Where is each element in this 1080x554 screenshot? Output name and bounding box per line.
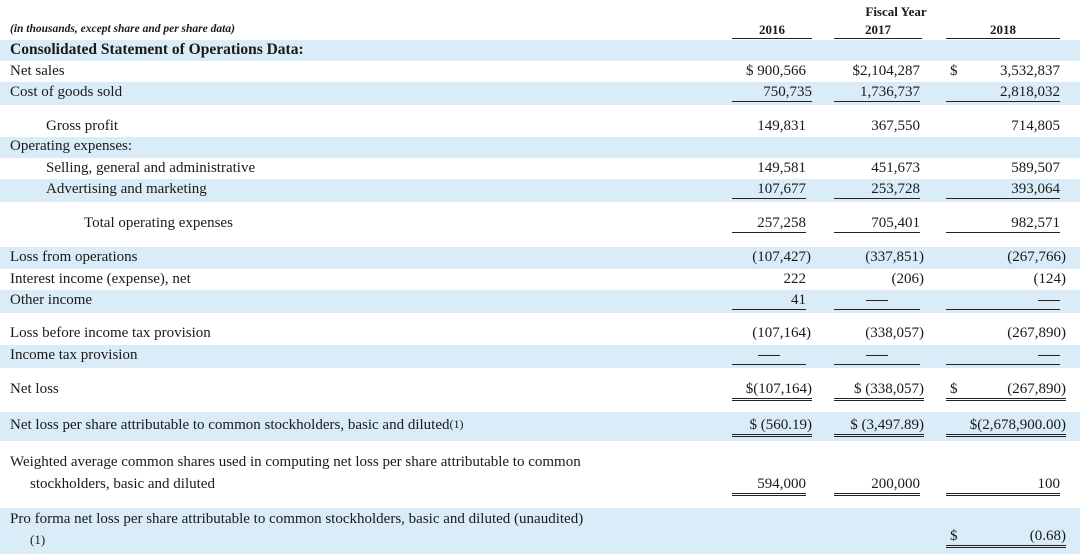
value-2017: 1,736,737 [834, 84, 920, 102]
fiscal-year-header [0, 4, 1080, 20]
row-label: Income tax provision [10, 347, 138, 363]
table-row [0, 212, 1080, 237]
row-label: Interest income (expense), net [10, 271, 191, 287]
value-2016: 149,581 [757, 160, 806, 176]
row-label: Loss from operations [10, 249, 138, 265]
table-row [0, 61, 1080, 82]
table-row [0, 40, 1080, 61]
dash-mark [866, 355, 888, 356]
dash-mark [1038, 300, 1060, 301]
year-header-2016: 2016 [732, 22, 812, 39]
value-2018: 2,818,032 [946, 84, 1060, 102]
table-row [0, 82, 1080, 105]
row-label: Selling, general and administrative [46, 160, 256, 176]
section-heading: Consolidated Statement of Operations Data: [10, 41, 304, 58]
row-label: Total operating expenses [84, 215, 233, 231]
value-2017: $ (3,497.89) [834, 417, 924, 437]
table-row [0, 323, 1080, 345]
table-row [0, 508, 1080, 554]
table-row [0, 378, 1080, 404]
value-2017: 705,401 [834, 215, 920, 233]
value-2016: 149,831 [757, 118, 806, 134]
row-label: Other income [10, 292, 93, 308]
value-2018: (124) [1033, 271, 1066, 287]
value-2016: 750,735 [732, 84, 812, 102]
value-2016: 222 [783, 271, 806, 287]
value-2017: (206) [891, 271, 924, 287]
row-label: Pro forma net loss per share attributable to common stockholders, basic and diluted (unaudited) [10, 511, 584, 527]
value-2016: (107,427) [752, 249, 811, 265]
value-2017: $2,104,287 [852, 63, 920, 79]
value-2016: 257,258 [732, 215, 806, 233]
dollar-sign: $ [950, 528, 958, 544]
table-row [0, 412, 1080, 441]
row-label: Advertising and marketing [46, 181, 207, 197]
year-header-2018: 2018 [946, 22, 1060, 39]
value-2018: 982,571 [946, 215, 1060, 233]
table-row [0, 345, 1080, 368]
row-label: Weighted average common shares used in computing net loss per share attributable to common [10, 454, 581, 470]
table-row [0, 158, 1080, 179]
value-2018: 589,507 [1011, 160, 1060, 176]
table-row [0, 137, 1080, 158]
row-label: Operating expenses: [10, 138, 133, 154]
row-label: Net sales [10, 63, 65, 79]
value-2018: (267,766) [1007, 249, 1066, 265]
table-row [0, 115, 1080, 137]
dash-mark [1038, 355, 1060, 356]
value-2018: 393,064 [946, 181, 1060, 199]
fiscal-year-label: Fiscal Year [865, 4, 927, 19]
value-2017: 451,673 [871, 160, 920, 176]
table-row [0, 179, 1080, 202]
row-label-text: Net loss per share attributable to common stockholders, basic and diluted [10, 417, 450, 433]
table-row [0, 269, 1080, 290]
value-2017: $ (338,057) [834, 381, 924, 401]
value-2016: $ (560.19) [732, 417, 812, 437]
value-2018: 100 [946, 476, 1060, 496]
value-2016: $ 900,566 [746, 63, 806, 79]
value-2017-empty [834, 292, 920, 310]
table-row [0, 290, 1080, 313]
dollar-sign: $ [950, 63, 958, 79]
footnote-marker: (1) [449, 417, 464, 431]
value-2018-cell [946, 528, 1066, 548]
row-label: Net loss [10, 381, 59, 397]
value-2016: $(107,164) [732, 381, 812, 401]
value-2018-empty [946, 347, 1060, 365]
table-row [0, 247, 1080, 269]
row-label-continued: stockholders, basic and diluted [30, 476, 215, 492]
value-2016-empty [732, 347, 806, 365]
value-2018: 3,532,837 [1000, 63, 1060, 79]
value-2017-empty [834, 347, 920, 365]
value-2017: (338,057) [865, 325, 924, 341]
value-2018: 714,805 [1011, 118, 1060, 134]
value-2016: (107,164) [752, 325, 811, 341]
value-2017: 200,000 [834, 476, 920, 496]
row-label: Cost of goods sold [10, 84, 123, 100]
value-2018: (267,890) [1007, 381, 1066, 397]
value-2016: 107,677 [732, 181, 806, 199]
table-row [0, 452, 1080, 502]
value-2017: 367,550 [871, 118, 920, 134]
dash-mark [866, 300, 888, 301]
row-label [10, 417, 463, 434]
dollar-sign: $ [950, 381, 958, 397]
value-2016: 41 [732, 292, 806, 310]
value-2017: 253,728 [834, 181, 920, 199]
value-2018-cell [946, 381, 1066, 401]
units-note: (in thousands, except share and per share data) [10, 23, 235, 35]
row-label: Gross profit [46, 118, 119, 134]
value-2016: 594,000 [732, 476, 806, 496]
value-2017: (337,851) [865, 249, 924, 265]
row-label-continued: (1) [30, 532, 46, 547]
dash-mark [758, 355, 780, 356]
row-label: Loss before income tax provision [10, 325, 211, 341]
value-2018: (0.68) [1029, 528, 1066, 544]
value-2018: (267,890) [1007, 325, 1066, 341]
column-header-row [0, 20, 1080, 38]
value-2018-empty [946, 292, 1060, 310]
value-2018: $(2,678,900.00) [946, 417, 1066, 437]
year-header-2017: 2017 [834, 22, 922, 39]
